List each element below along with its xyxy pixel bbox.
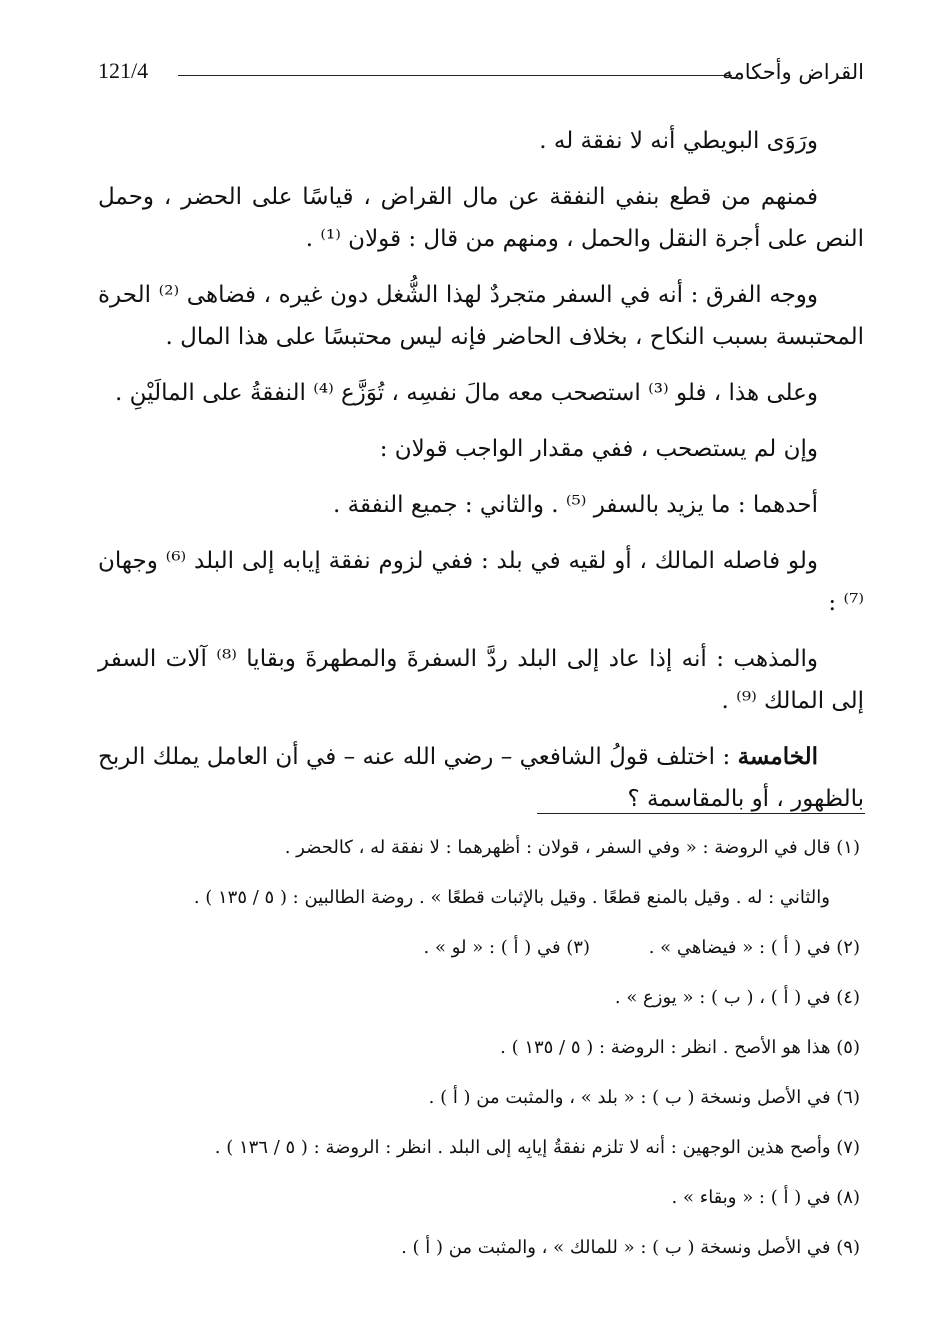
paragraph-3: ووجه الفرق : أنه في السفر متجردٌ لهذا الشُّغل دون غيره ، فضاهى ⁽²⁾ الحرة المحتبسة بسبب النكاح ، بخلاف الحاضر فإنه ليس محتبسًا على هذا المال .	[98, 282, 864, 350]
footnote-7: (٧) وأصح هذين الوجهين : أنه لا تلزم نفقةُ إيابِه إلى البلد . انظر : الروضة : ( ٥ / ١٣٦ ) .	[214, 1137, 860, 1158]
footnote-1-continued: والثاني : له . وقيل بالمنع قطعًا . وقيل بالإثبات قطعًا » . روضة الطالبين : ( ٥ / ١٣٥ ) .	[193, 887, 830, 908]
footnote-separator	[537, 813, 865, 814]
footnote-4: (٤) في ( أ ) ، ( ب ) : « يوزع » .	[614, 987, 860, 1008]
paragraph-9	[98, 736, 864, 820]
footnote-5: (٥) هذا هو الأصح . انظر : الروضة : ( ٥ / ١٣٥ ) .	[500, 1037, 860, 1058]
paragraph-8: والمذهب : أنه إذا عاد إلى البلد ردَّ السفرةَ والمطهرةَ وبقايا ⁽⁸⁾ آلات السفر إلى المالك ⁽⁹⁾ .	[98, 646, 864, 714]
paragraph-5: وإن لم يستصحب ، ففي مقدار الواجب قولان :	[379, 436, 818, 462]
main-text	[98, 120, 864, 834]
running-title: القراض وأحكامه	[722, 60, 864, 84]
paragraph-6: أحدهما : ما يزيد بالسفر ⁽⁵⁾ . والثاني : جميع النفقة .	[332, 492, 818, 518]
header-rule	[178, 75, 732, 76]
footnote-2: (٢) في ( أ ) : « فيضاهي » .	[648, 937, 860, 958]
footnote-9: (٩) في الأصل ونسخة ( ب ) : « للمالك » ، والمثبت من ( أ ) .	[401, 1237, 860, 1258]
paragraph-9-text: : اختلف قولُ الشافعي – رضي الله عنه – في أن العامل يملك الربح بالظهور ، أو بالمقاسمة ؟	[98, 744, 864, 812]
footnote-3: (٣) في ( أ ) : « لو » .	[423, 937, 590, 958]
paragraph-4: وعلى هذا ، فلو ⁽³⁾ استصحب معه مالَ نفسِه ، تُوَزَّع ⁽⁴⁾ النفقةُ على المالَيْنِ .	[115, 380, 818, 406]
page-number: 121/4	[98, 58, 149, 83]
footnote-1: (١) قال في الروضة : « وفي السفر ، قولان : أظهرهما : لا نفقة له ، كالحضر .	[284, 837, 860, 858]
paragraph-2: فمنهم من قطع بنفي النفقة عن مال القراض ، قياسًا على الحضر ، وحمل النص على أجرة النقل والحمل ، ومنهم من قال : قولان ⁽¹⁾ .	[98, 184, 864, 252]
footnote-row-2-3	[120, 936, 860, 959]
paragraph-1: ورَوَى البويطي أنه لا نفقة له .	[539, 128, 818, 154]
footnote-8: (٨) في ( أ ) : « وبقاء » .	[671, 1187, 860, 1208]
footnotes	[120, 836, 860, 1286]
paragraph-7: ولو فاصله المالك ، أو لقيه في بلد : ففي لزوم نفقة إيابه إلى البلد ⁽⁶⁾ وجهان ⁽⁷⁾ :	[98, 548, 864, 616]
section-heading: الخامسة	[737, 743, 818, 770]
page-header	[98, 58, 864, 98]
footnote-6: (٦) في الأصل ونسخة ( ب ) : « بلد » ، والمثبت من ( أ ) .	[428, 1087, 860, 1108]
